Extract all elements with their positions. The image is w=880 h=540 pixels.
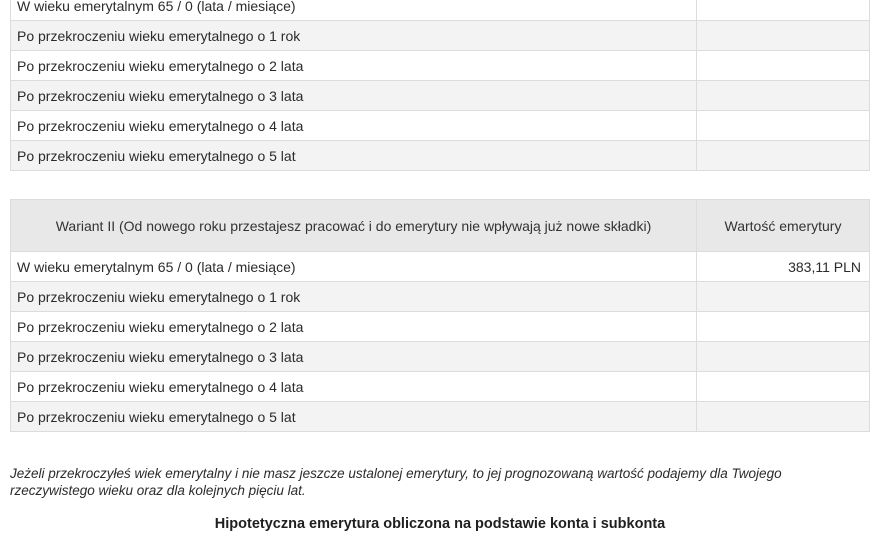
table-row <box>11 141 870 171</box>
row-value <box>697 342 870 372</box>
row-label: Po przekroczeniu wieku emerytalnego o 2 lata <box>11 51 697 81</box>
table-row <box>11 252 870 282</box>
variant-1-table <box>10 0 870 171</box>
value-header: Wartość emerytury <box>697 200 870 252</box>
table-row <box>11 342 870 372</box>
row-label: W wieku emerytalnym 65 / 0 (lata / miesiące) <box>11 0 697 21</box>
table-row <box>11 282 870 312</box>
section-heading: Hipotetyczna emerytura obliczona na podstawie konta i subkonta <box>214 516 666 532</box>
table-row <box>11 312 870 342</box>
row-label: W wieku emerytalnym 65 / 0 (lata / miesiące) <box>11 252 697 282</box>
row-value <box>697 402 870 432</box>
row-value <box>697 51 870 81</box>
row-label: Po przekroczeniu wieku emerytalnego o 5 lat <box>11 402 697 432</box>
row-value <box>697 372 870 402</box>
table-row <box>11 372 870 402</box>
row-label: Po przekroczeniu wieku emerytalnego o 3 lata <box>11 81 697 111</box>
info-note: Jeżeli przekroczyłeś wiek emerytalny i nie masz jeszcze ustalonej emerytury, to jej prognozowaną wartość podajemy dla Twojego rzeczywistego wieku oraz dla kolejnych pięciu lat. <box>10 466 782 498</box>
row-value <box>697 81 870 111</box>
table-row <box>11 21 870 51</box>
table-row <box>11 0 870 21</box>
row-value: 383,11 PLN <box>697 252 870 282</box>
row-label: Po przekroczeniu wieku emerytalnego o 2 lata <box>11 312 697 342</box>
row-label: Po przekroczeniu wieku emerytalnego o 5 lat <box>11 141 697 171</box>
row-label: Po przekroczeniu wieku emerytalnego o 1 rok <box>11 21 697 51</box>
pension-tables <box>10 0 869 432</box>
row-label: Po przekroczeniu wieku emerytalnego o 4 lata <box>11 372 697 402</box>
row-value <box>697 21 870 51</box>
table-row <box>11 81 870 111</box>
variant-header: Wariant II (Od nowego roku przestajesz pracować i do emerytury nie wpływają już nowe składki) <box>11 200 697 252</box>
row-value <box>697 282 870 312</box>
table-row <box>11 51 870 81</box>
table-row <box>11 111 870 141</box>
table-row <box>11 402 870 432</box>
row-value <box>697 141 870 171</box>
table-spacer <box>10 171 869 199</box>
row-value <box>697 312 870 342</box>
row-value <box>697 111 870 141</box>
row-label: Po przekroczeniu wieku emerytalnego o 4 lata <box>11 111 697 141</box>
row-value <box>697 0 870 21</box>
row-label: Po przekroczeniu wieku emerytalnego o 1 rok <box>11 282 697 312</box>
row-label: Po przekroczeniu wieku emerytalnego o 3 lata <box>11 342 697 372</box>
variant-2-table <box>10 199 870 432</box>
table-header-row <box>11 200 870 252</box>
